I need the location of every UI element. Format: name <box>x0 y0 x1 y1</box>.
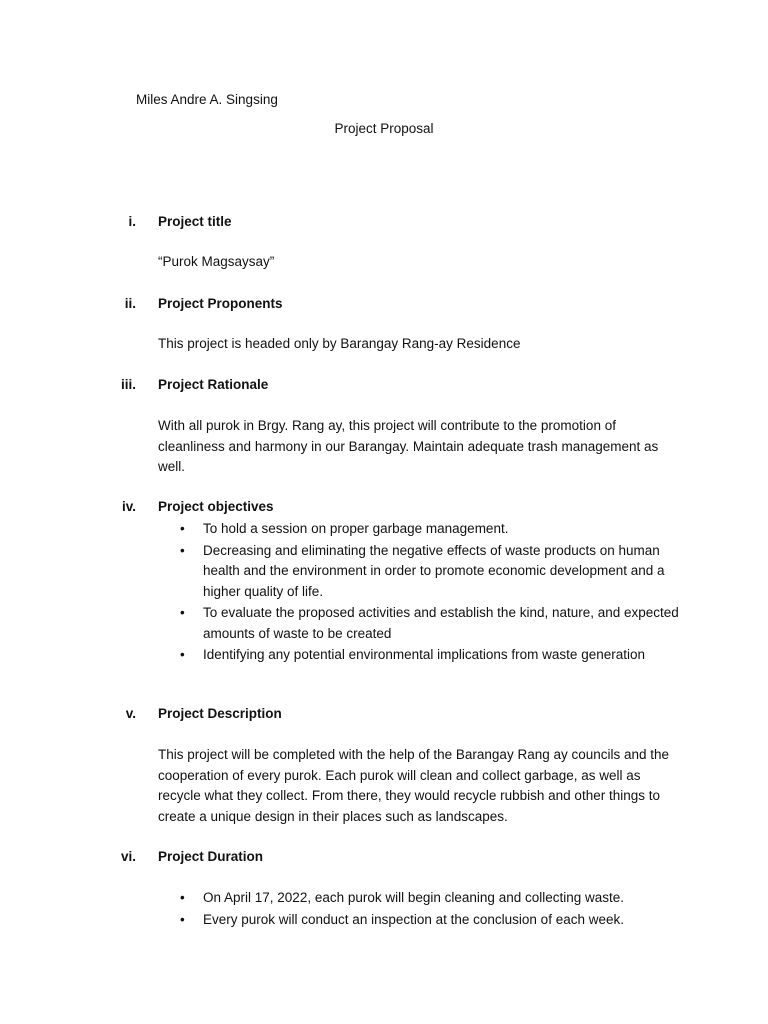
section-heading-project-rationale: Project Rationale <box>158 377 269 392</box>
section-heading-project-duration: Project Duration <box>158 849 264 864</box>
project-description-text: This project will be completed with the help of the Barangay Rang ay councils and the cooperation of every purok. Each purok will clean and collect garbage, as well as recycle what they collect. From there, they would recycle rubbish and other things to create a unique design in their places such as landscapes. <box>158 747 670 824</box>
bullet-icon: • <box>180 647 185 662</box>
section-heading-project-objectives: Project objectives <box>158 499 274 514</box>
document-title: Project Proposal <box>334 121 434 136</box>
section-heading-project-proponents: Project Proponents <box>158 296 283 311</box>
project-duration-list <box>158 888 683 931</box>
list-item-text: Identifying any potential environmental implications from waste generation <box>203 647 645 662</box>
section-number: v. <box>125 706 136 721</box>
bullet-icon: • <box>180 890 185 905</box>
project-proponents-text: This project is headed only by Barangay Rang-ay Residence <box>158 336 521 351</box>
list-item-text: Decreasing and eliminating the negative effects of waste products on human health and the environment in order to promote economic development and a higher quality of life. <box>203 542 665 599</box>
list-item-text: To evaluate the proposed activities and establish the kind, nature, and expected amounts of waste to be created <box>203 605 679 641</box>
list-item <box>158 519 683 540</box>
list-item-text: To hold a session on proper garbage management. <box>203 521 509 536</box>
project-objectives-list <box>158 519 683 667</box>
list-item <box>158 910 683 931</box>
section-number: vi. <box>120 849 136 864</box>
section-number: iv. <box>121 499 136 514</box>
list-item <box>158 888 683 909</box>
author-name: Miles Andre A. Singsing <box>136 92 278 107</box>
section-number: i. <box>128 214 136 229</box>
section-heading-project-title: Project title <box>158 214 232 229</box>
bullet-icon: • <box>180 521 185 536</box>
project-title-text: “Purok Magsaysay” <box>158 254 275 269</box>
list-item <box>158 541 683 603</box>
bullet-icon: • <box>180 605 185 620</box>
project-rationale-text: With all purok in Brgy. Rang ay, this project will contribute to the promotion of cleanliness and harmony in our Barangay. Maintain adequate trash management as well. <box>158 418 659 474</box>
section-number: iii. <box>120 377 136 392</box>
section-heading-project-description: Project Description <box>158 706 282 721</box>
list-item <box>158 645 683 666</box>
list-item-text: On April 17, 2022, each purok will begin cleaning and collecting waste. <box>203 890 625 905</box>
bullet-icon: • <box>180 542 185 558</box>
section-number: ii. <box>124 296 136 311</box>
list-item <box>158 603 683 644</box>
list-item-text: Every purok will conduct an inspection at the conclusion of each week. <box>203 911 624 927</box>
bullet-icon: • <box>180 911 185 927</box>
